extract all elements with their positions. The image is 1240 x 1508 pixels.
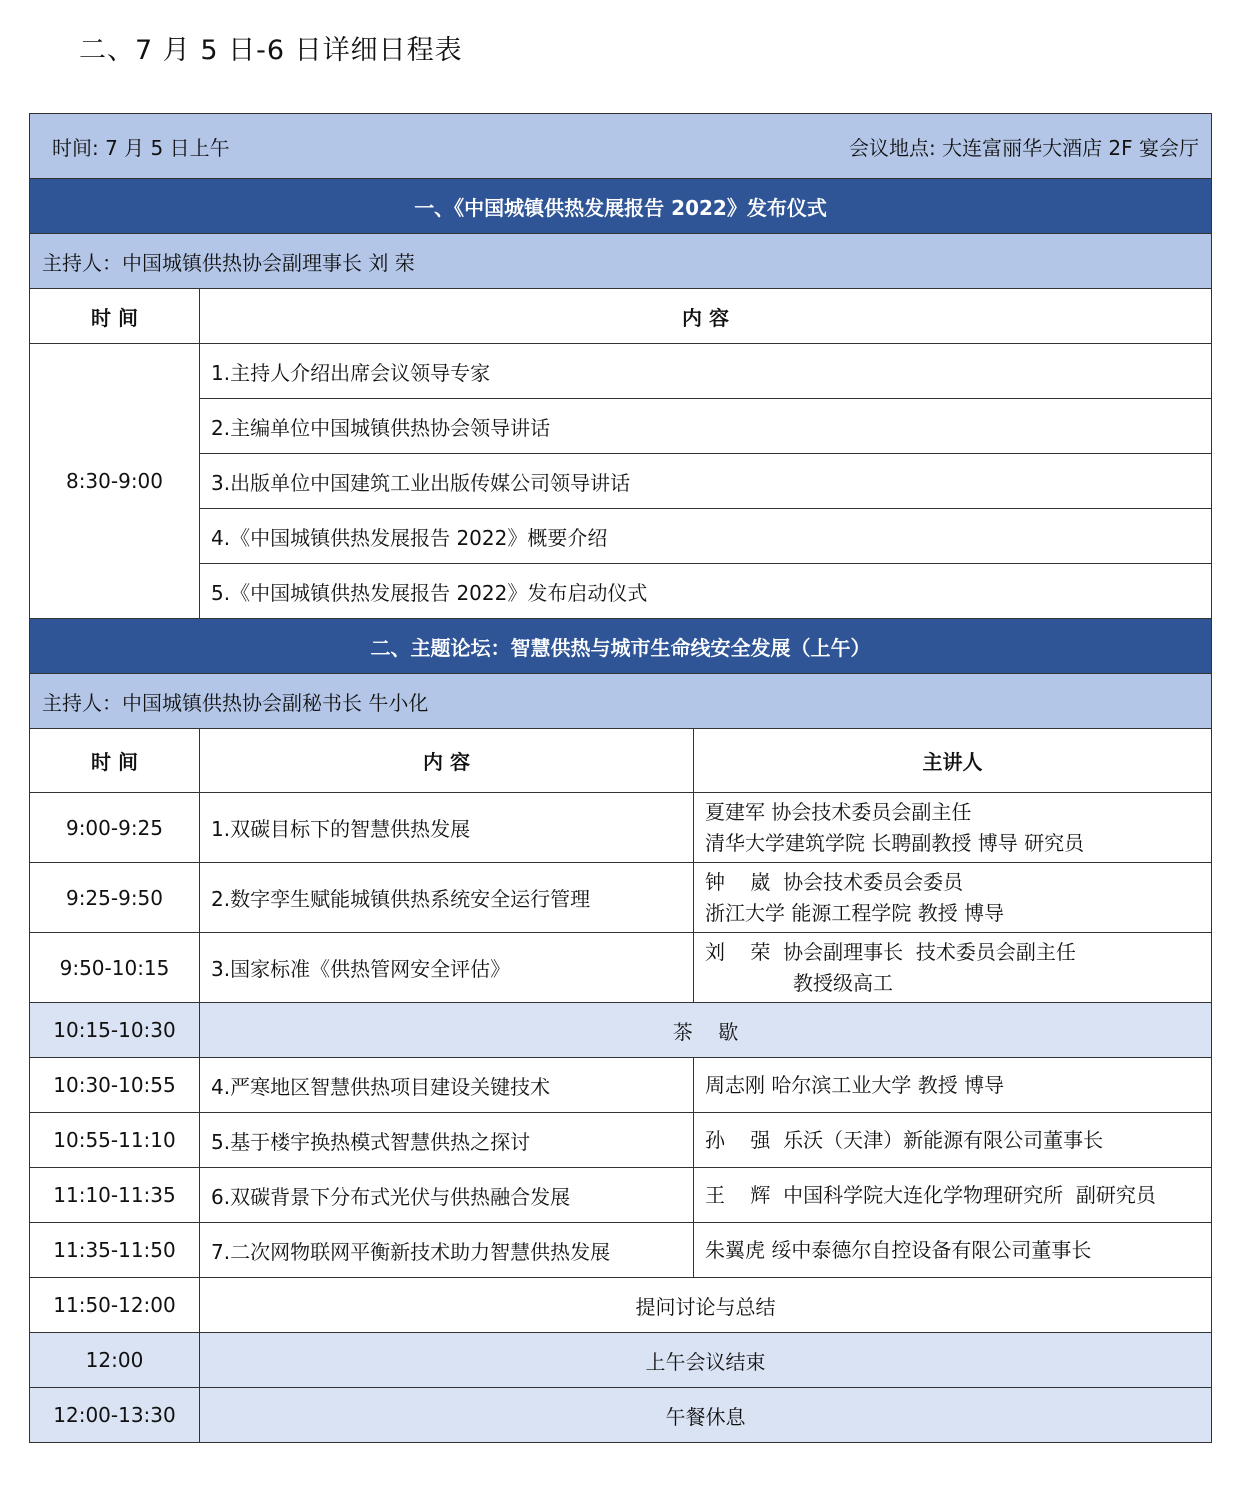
agenda-item: 5.《中国城镇供热发展报告 2022》发布启动仪式 (200, 564, 1212, 619)
agenda-time: 8:30-9:00 (30, 344, 200, 619)
talk-speaker: 王 辉 中国科学院大连化学物理研究所 副研究员 (694, 1168, 1212, 1223)
break-row (30, 1003, 1212, 1058)
talk-row (30, 1058, 1212, 1113)
speaker-line: 夏建军 协会技术委员会副主任 (705, 799, 972, 824)
break-label: 茶 歇 (200, 1003, 1212, 1058)
talk-row (30, 933, 1212, 1003)
talk-row (30, 1113, 1212, 1168)
schedule-table (29, 113, 1212, 1443)
talk-time: 9:25-9:50 (30, 863, 200, 933)
speaker-line: 钟 崴 协会技术委员会委员 (705, 869, 964, 894)
end-time: 12:00 (30, 1333, 200, 1388)
column-header-content: 内 容 (200, 729, 694, 793)
talk-content: 5.基于楼宇换热模式智慧供热之探讨 (200, 1113, 694, 1168)
break-time: 10:15-10:30 (30, 1003, 200, 1058)
talk-content: 2.数字孪生赋能城镇供热系统安全运行管理 (200, 863, 694, 933)
talk-content: 3.国家标准《供热管网安全评估》 (200, 933, 694, 1003)
lunch-label: 午餐休息 (200, 1388, 1212, 1443)
talk-row (30, 863, 1212, 933)
agenda-row (30, 454, 1212, 509)
host-row (30, 674, 1212, 729)
qa-label: 提问讨论与总结 (200, 1278, 1212, 1333)
column-header-row (30, 289, 1212, 344)
qa-time: 11:50-12:00 (30, 1278, 200, 1333)
talk-row (30, 1168, 1212, 1223)
agenda-item: 4.《中国城镇供热发展报告 2022》概要介绍 (200, 509, 1212, 564)
section-title: 二、主题论坛：智慧供热与城市生命线安全发展（上午） (30, 619, 1212, 674)
document-title: 二、7 月 5 日-6 日详细日程表 (79, 35, 463, 66)
agenda-item: 1.主持人介绍出席会议领导专家 (200, 344, 1212, 399)
agenda-row (30, 344, 1212, 399)
speaker-line: 刘 荣 协会副理事长 技术委员会副主任 (705, 939, 1076, 964)
talk-time: 11:10-11:35 (30, 1168, 200, 1223)
session-time: 时间: 7 月 5 日上午 (52, 135, 230, 160)
talk-row (30, 1223, 1212, 1278)
speaker-line: 教授级高工 (793, 970, 893, 995)
talk-speaker (694, 793, 1212, 863)
lunch-row (30, 1388, 1212, 1443)
speaker-line: 清华大学建筑学院 长聘副教授 博导 研究员 (705, 830, 1085, 855)
agenda-row (30, 399, 1212, 454)
agenda-item: 3.出版单位中国建筑工业出版传媒公司领导讲话 (200, 454, 1212, 509)
talk-time: 10:55-11:10 (30, 1113, 200, 1168)
column-header-time: 时 间 (30, 729, 200, 793)
talk-speaker: 孙 强 乐沃（天津）新能源有限公司董事长 (694, 1113, 1212, 1168)
talk-time: 9:00-9:25 (30, 793, 200, 863)
speaker-line: 浙江大学 能源工程学院 教授 博导 (705, 900, 1005, 925)
talk-content: 1.双碳目标下的智慧供热发展 (200, 793, 694, 863)
qa-row (30, 1278, 1212, 1333)
talk-time: 9:50-10:15 (30, 933, 200, 1003)
talk-speaker: 周志刚 哈尔滨工业大学 教授 博导 (694, 1058, 1212, 1113)
host-row (30, 234, 1212, 289)
talk-time: 11:35-11:50 (30, 1223, 200, 1278)
end-row (30, 1333, 1212, 1388)
column-header-row (30, 729, 1212, 793)
host-text: 主持人：中国城镇供热协会副理事长 刘 荣 (30, 234, 1212, 289)
talk-content: 6.双碳背景下分布式光伏与供热融合发展 (200, 1168, 694, 1223)
host-text: 主持人：中国城镇供热协会副秘书长 牛小化 (30, 674, 1212, 729)
column-header-time: 时 间 (30, 289, 200, 344)
agenda-row (30, 509, 1212, 564)
talk-row (30, 793, 1212, 863)
end-label: 上午会议结束 (200, 1333, 1212, 1388)
talk-content: 4.严寒地区智慧供热项目建设关键技术 (200, 1058, 694, 1113)
section-header (30, 179, 1212, 234)
column-header-speaker: 主讲人 (694, 729, 1212, 793)
section-title: 一、《中国城镇供热发展报告 2022》发布仪式 (30, 179, 1212, 234)
agenda-row (30, 564, 1212, 619)
lunch-time: 12:00-13:30 (30, 1388, 200, 1443)
talk-time: 10:30-10:55 (30, 1058, 200, 1113)
session-venue: 会议地点: 大连富丽华大酒店 2F 宴会厅 (848, 135, 1200, 160)
talk-speaker (694, 863, 1212, 933)
session-info-row (30, 114, 1212, 179)
talk-speaker: 朱翼虎 绥中泰德尔自控设备有限公司董事长 (694, 1223, 1212, 1278)
talk-content: 7.二次网物联网平衡新技术助力智慧供热发展 (200, 1223, 694, 1278)
column-header-content: 内 容 (200, 289, 1212, 344)
agenda-item: 2.主编单位中国城镇供热协会领导讲话 (200, 399, 1212, 454)
talk-speaker (694, 933, 1212, 1003)
section-header (30, 619, 1212, 674)
